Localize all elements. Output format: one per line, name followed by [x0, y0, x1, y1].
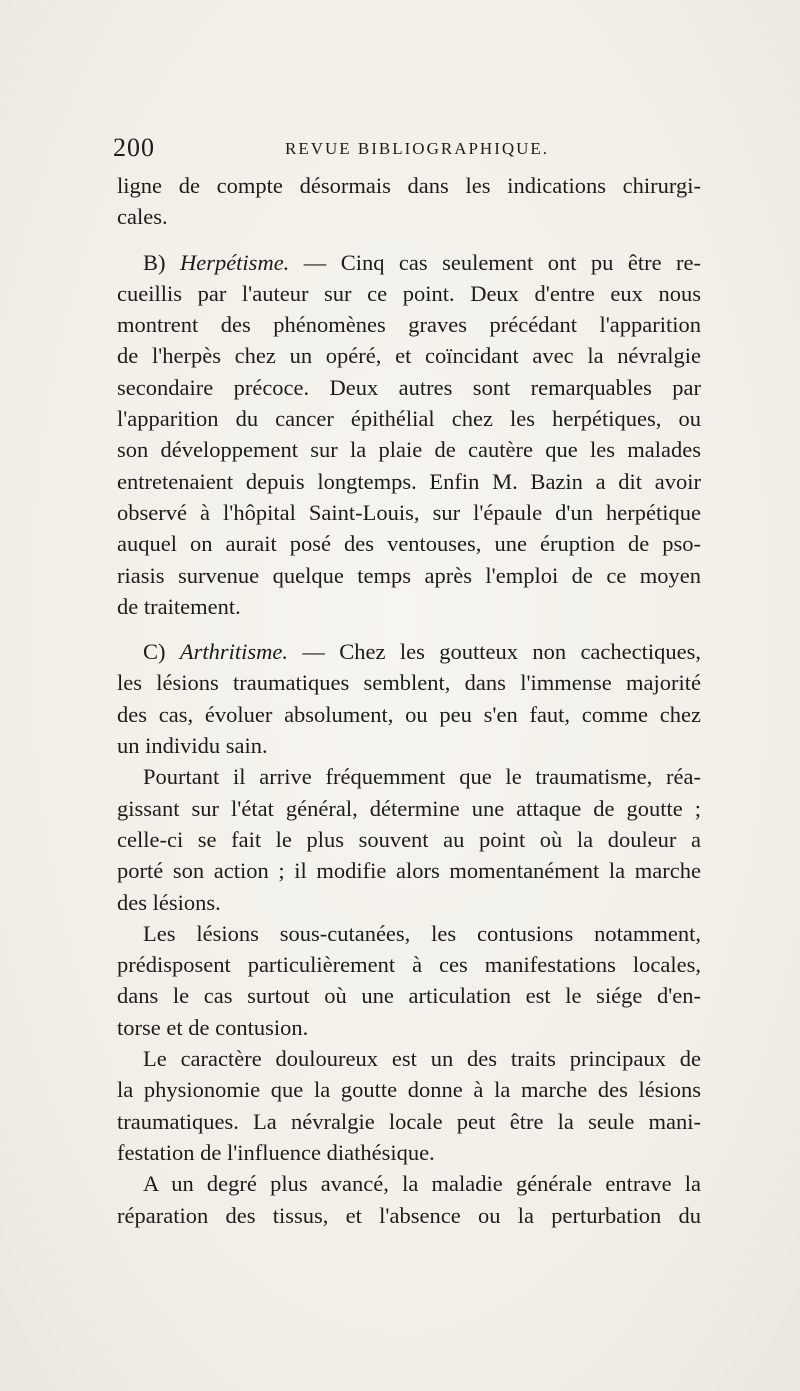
text-line: auquel on aurait posé des ventouses, une éruption de pso- — [117, 531, 701, 557]
text-line: riasis survenue quelque temps après l'emploi de ce moyen — [117, 562, 701, 588]
paragraph — [117, 1043, 701, 1168]
paragraph-herpetisme — [117, 247, 701, 623]
text-line: festation de l'influence diathésique. — [117, 1139, 435, 1165]
page-header — [113, 133, 701, 165]
text-line — [117, 636, 701, 667]
section-heading: Herpétisme. — [179, 249, 290, 275]
text-line: Pourtant il arrive fréquemment que le traumatisme, réa- — [143, 764, 701, 790]
section-label: B) — [143, 249, 166, 275]
text-line: cales. — [117, 204, 168, 230]
text-fragment: — Cinq cas seulement ont pu être re- — [289, 249, 702, 275]
running-title: REVUE BIBLIOGRAPHIQUE. — [285, 139, 550, 158]
section-heading: Arthritisme. — [179, 639, 289, 665]
text-line: réparation des tissus, et l'absence ou la perturbation du — [117, 1202, 701, 1228]
text-line: son développement sur la plaie de cautère que les malades — [117, 437, 701, 463]
text-line: torse et de contusion. — [117, 1014, 309, 1040]
text-fragment: — Chez les goutteux non cachectiques, — [288, 639, 701, 665]
section-label: C) — [143, 639, 166, 665]
text-line: de l'herpès chez un opéré, et coïncidant avec la névralgie — [117, 343, 701, 369]
text-line: un individu sain. — [117, 733, 268, 759]
text-line: des cas, évoluer absolument, ou peu s'en faut, comme chez — [117, 701, 701, 727]
text-line: observé à l'hôpital Saint-Louis, sur l'épaule d'un herpétique — [117, 499, 701, 525]
text-line: la physionomie que la goutte donne à la marche des lésions — [117, 1077, 701, 1103]
paragraph — [117, 761, 701, 917]
text-line — [117, 247, 701, 278]
text-line: montrent des phénomènes graves précédant l'apparition — [117, 312, 701, 338]
text-line: Les lésions sous-cutanées, les contusions notamment, — [143, 920, 701, 946]
text-line: A un degré plus avancé, la maladie générale entrave la — [143, 1171, 701, 1197]
page-number: 200 — [113, 133, 155, 162]
paragraph — [117, 1168, 701, 1231]
text-line: de traitement. — [117, 593, 241, 619]
paragraph — [117, 170, 701, 233]
text-line: des lésions. — [117, 889, 221, 915]
text-line: l'apparition du cancer épithélial chez les herpétiques, ou — [117, 406, 701, 432]
text-line: entretenaient depuis longtemps. Enfin M. Bazin a dit avoir — [117, 468, 701, 494]
text-line: Le caractère douloureux est un des traits principaux de — [143, 1046, 701, 1072]
text-line: les lésions traumatiques semblent, dans l'immense majorité — [117, 670, 701, 696]
text-line: prédisposent particulièrement à ces manifestations locales, — [117, 952, 701, 978]
text-line: ligne de compte désormais dans les indications chirurgi- — [117, 173, 701, 198]
text-line: celle-ci se fait le plus souvent au point où la douleur a — [117, 826, 701, 852]
body-text — [117, 170, 701, 1231]
paragraph — [117, 918, 701, 1043]
text-line: traumatiques. La névralgie locale peut être la seule mani- — [117, 1108, 701, 1134]
text-line: cueillis par l'auteur sur ce point. Deux d'entre eux nous — [117, 280, 701, 306]
text-line: secondaire précoce. Deux autres sont remarquables par — [117, 374, 701, 400]
text-line: dans le cas surtout où une articulation est le siége d'en- — [117, 983, 701, 1009]
paragraph-arthritisme — [117, 636, 701, 761]
text-line: porté son action ; il modifie alors momentanément la marche — [117, 858, 701, 884]
text-line: gissant sur l'état général, détermine une attaque de goutte ; — [117, 795, 701, 821]
